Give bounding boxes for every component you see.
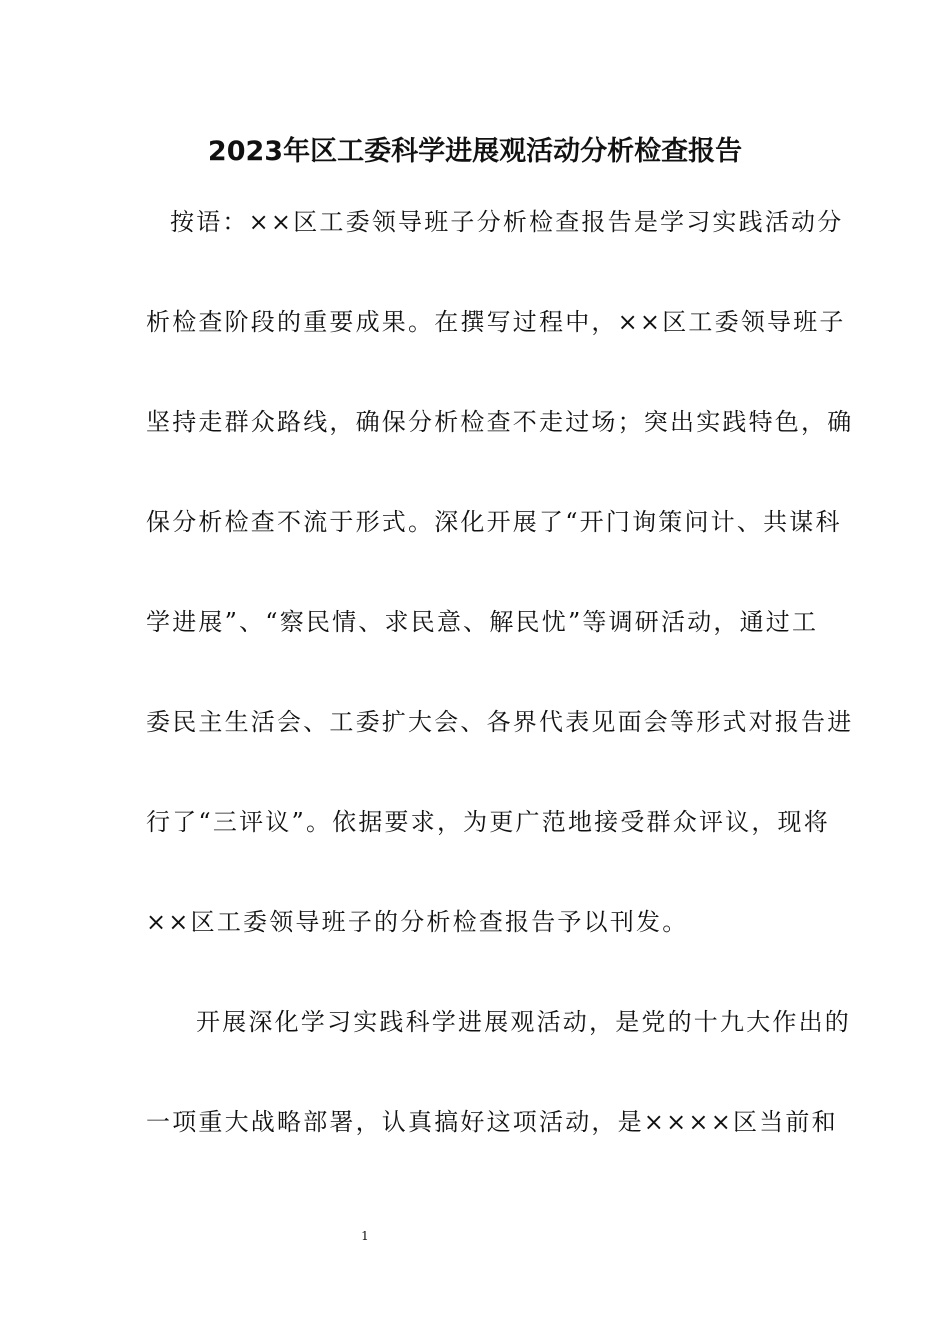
paragraph-1-line-8: ××区工委领导班子的分析检查报告予以刊发。	[146, 908, 689, 936]
page-number: 1	[361, 1229, 369, 1243]
paragraph-1-line-4: 保分析检查不流于形式。深化开展了“开门询策问计、共谋科	[146, 508, 842, 536]
document-title: 2023年区工委科学进展观活动分析检查报告	[207, 136, 743, 167]
paragraph-1-line-3: 坚持走群众路线，确保分析检查不走过场；突出实践特色，确	[146, 408, 854, 436]
paragraph-2-line-2: 一项重大战略部署，认真搞好这项活动，是××××区当前和	[146, 1108, 838, 1136]
paragraph-1-line-1: 按语：××区工委领导班子分析检查报告是学习实践活动分	[170, 208, 844, 236]
paragraph-1-line-2: 析检查阶段的重要成果。在撰写过程中，××区工委领导班子	[146, 308, 846, 336]
paragraph-1-line-7: 行了“三评议”。依据要求，为更广范地接受群众评议，现将	[146, 808, 830, 836]
paragraph-2-line-1: 开展深化学习实践科学进展观活动，是党的十九大作出的	[196, 1008, 851, 1036]
paragraph-1-line-5: 学进展”、“察民情、求民意、解民忧”等调研活动，通过工	[146, 608, 819, 636]
paragraph-1-line-6: 委民主生活会、工委扩大会、各界代表见面会等形式对报告进	[146, 708, 854, 736]
